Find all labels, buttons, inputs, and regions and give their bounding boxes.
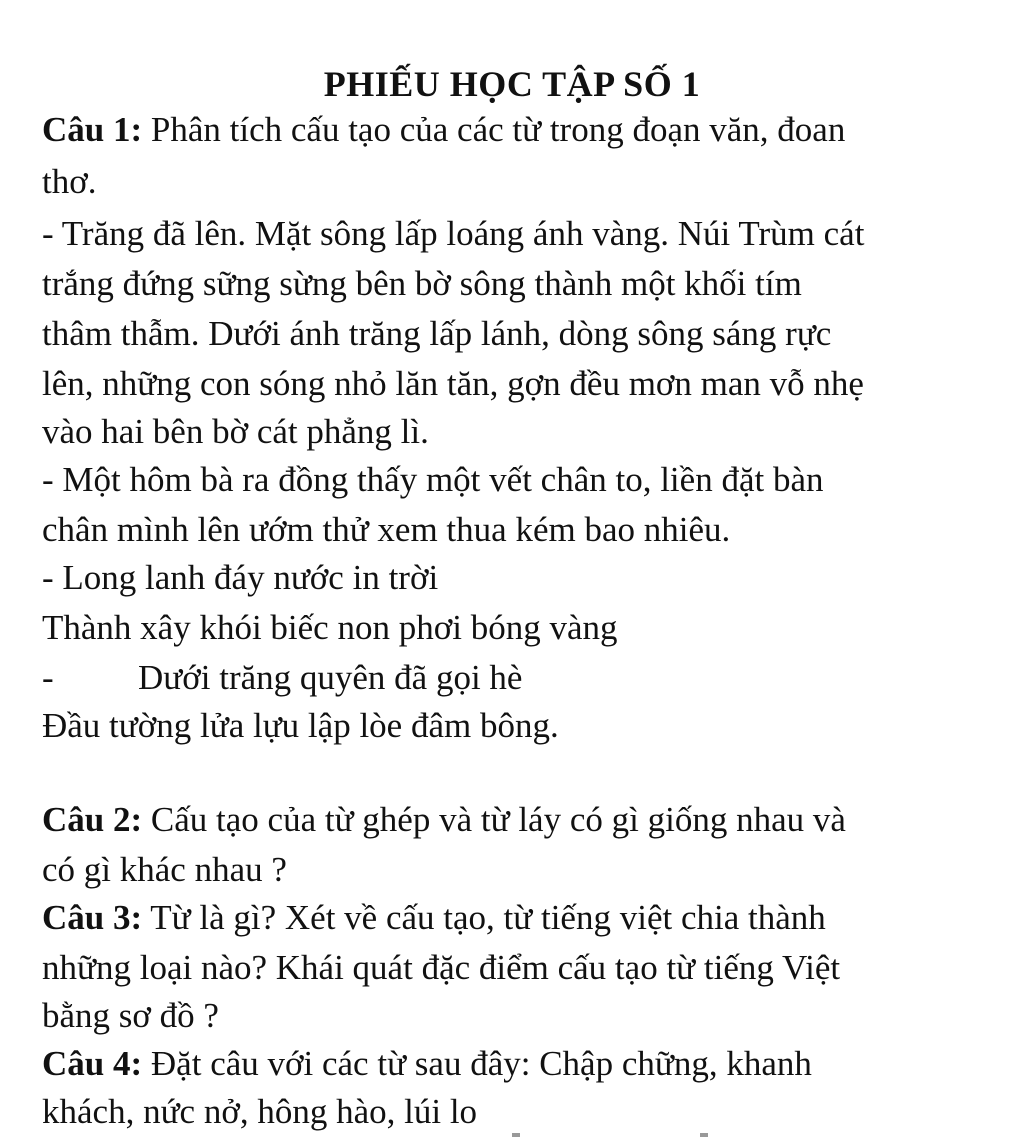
question-3-line-3: bằng sơ đồ ? xyxy=(42,996,219,1035)
question-3-line-2: những loại nào? Khái quát đặc điểm cấu tạo từ tiếng Việt xyxy=(42,948,841,987)
passage-2-line-2: chân mình lên ướm thử xem thua kém bao nhiêu. xyxy=(42,510,731,549)
cropped-text-mark xyxy=(700,1133,708,1137)
question-2-label: Câu 2: xyxy=(42,800,143,839)
passage-1-line-4: lên, những con sóng nhỏ lăn tăn, gợn đều mơn man vỗ nhẹ xyxy=(42,364,864,403)
question-3-label: Câu 3: xyxy=(42,898,143,937)
question-1-line-2: thơ. xyxy=(42,162,97,201)
passage-4-line-2: Đầu tường lửa lựu lập lòe đâm bông. xyxy=(42,706,559,745)
question-3-text: Từ là gì? Xét về cấu tạo, từ tiếng việt chia thành xyxy=(142,898,826,937)
question-1-line-1 xyxy=(42,108,845,152)
question-2-line-2: có gì khác nhau ? xyxy=(42,850,287,889)
passage-2-line-1: - Một hôm bà ra đồng thấy một vết chân to, liền đặt bàn xyxy=(42,460,824,499)
question-4-label: Câu 4: xyxy=(42,1044,143,1083)
passage-4-line-1 xyxy=(42,656,522,700)
question-1-text: Phân tích cấu tạo của các từ trong đoạn văn, đoan xyxy=(142,110,846,149)
question-2-line-1 xyxy=(42,798,846,842)
passage-4-dash: - xyxy=(42,658,54,697)
question-3-line-1 xyxy=(42,896,826,940)
question-4-line-1 xyxy=(42,1042,812,1086)
cropped-text-mark xyxy=(512,1133,520,1137)
passage-1-line-2: trắng đứng sững sừng bên bờ sông thành một khối tím xyxy=(42,264,802,303)
passage-1-line-3: thâm thẫm. Dưới ánh trăng lấp lánh, dòng sông sáng rực xyxy=(42,314,832,353)
question-4-line-2: khách, nức nở, hông hào, lúi lo xyxy=(42,1092,478,1131)
question-4-text: Đặt câu với các từ sau đây: Chập chững, khanh xyxy=(142,1044,812,1083)
question-2-text: Cấu tạo của từ ghép và từ láy có gì giống nhau và xyxy=(142,800,846,839)
question-1-label: Câu 1: xyxy=(42,110,143,149)
passage-3-line-2: Thành xây khói biếc non phơi bóng vàng xyxy=(42,608,618,647)
worksheet-title: PHIẾU HỌC TẬP SỐ 1 xyxy=(323,64,701,104)
passage-1-line-5: vào hai bên bờ cát phẳng lì. xyxy=(42,412,429,451)
passage-4-verse-1: Dưới trăng quyên đã gọi hè xyxy=(138,658,523,697)
passage-1-line-1: - Trăng đã lên. Mặt sông lấp loáng ánh vàng. Núi Trùm cát xyxy=(42,214,865,253)
passage-3-line-1: - Long lanh đáy nước in trời xyxy=(42,558,439,597)
